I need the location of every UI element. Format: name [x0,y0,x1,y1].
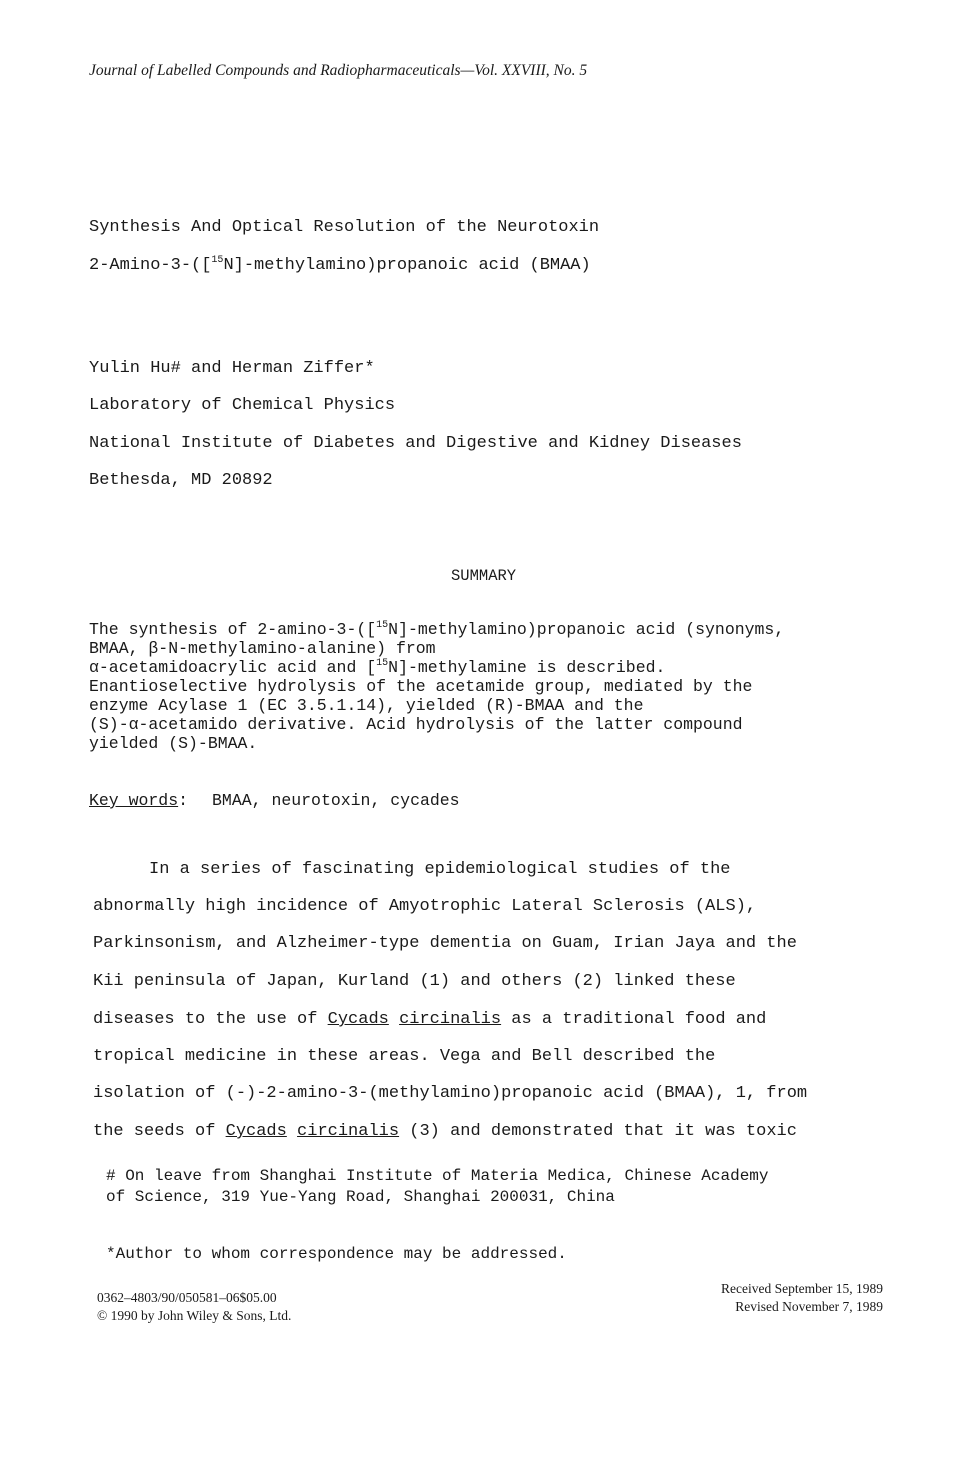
isotope-superscript: 15 [376,620,389,631]
species-name: circinalis [297,1122,400,1141]
summary-text: N]-methylamino)propanoic acid (synonyms, [388,620,785,639]
body-text [287,1122,297,1141]
summary-heading: SUMMARY [451,567,517,585]
species-name: Cycads [225,1122,287,1141]
body-line: tropical medicine in these areas. Vega and Bell described the [93,1047,716,1066]
body-text: (3) and demonstrated that it was toxic [399,1122,797,1141]
keywords-values: BMAA, neurotoxin, cycades [212,791,460,810]
species-name: circinalis [399,1010,502,1029]
summary-line: (S)-α-acetamido derivative. Acid hydrolysis of the latter compound [89,715,743,734]
body-text: as a traditional food and [501,1010,767,1029]
body-line: Kii peninsula of Japan, Kurland (1) and others (2) linked these [93,972,736,991]
summary-line: BMAA, β-N-methylamino-alanine) from [89,639,436,658]
summary-text: α-acetamidoacrylic acid and [ [89,658,377,677]
author-names: Yulin Hu# and Herman Ziffer* [89,359,375,378]
revised-date: Revised November 7, 1989 [735,1299,883,1314]
keywords [89,791,460,810]
received-date: Received September 15, 1989 [721,1281,883,1296]
summary-text: N]-methylamine is described. [388,658,666,677]
footnote-correspondence: *Author to whom correspondence may be addressed. [106,1245,567,1263]
author-city: Bethesda, MD 20892 [89,471,273,490]
species-name: Cycads [327,1010,389,1029]
body-line [93,1122,797,1141]
body-text [389,1010,399,1029]
body-line: In a series of fascinating epidemiological studies of the [149,860,731,879]
summary-line: yielded (S)-BMAA. [89,734,258,753]
footnote-line: of Science, 319 Yue-Yang Road, Shanghai 200031, China [106,1188,615,1206]
summary-line [89,658,784,677]
body-line: Parkinsonism, and Alzheimer-type dementia on Guam, Irian Jaya and the [93,934,797,953]
journal-header: Journal of Labelled Compounds and Radiopharmaceuticals—Vol. XXVIII, No. 5 [89,62,588,79]
body-line: abnormally high incidence of Amyotrophic Lateral Sclerosis (ALS), [93,897,757,916]
body-text: the seeds of [93,1122,226,1141]
isotope-superscript: 15 [211,255,224,266]
paper-title-line-2 [89,256,591,275]
body-line [93,1010,766,1029]
keywords-colon: : [178,791,189,810]
title-text-post: N]-methylamino)propanoic acid (BMAA) [223,256,591,275]
isotope-superscript: 15 [376,658,389,669]
footnote-line: # On leave from Shanghai Institute of Materia Medica, Chinese Academy [106,1167,769,1185]
body-line: isolation of (-)-2-amino-3-(methylamino)propanoic acid (BMAA), 1, from [93,1084,808,1103]
author-institute: National Institute of Diabetes and Digestive and Kidney Diseases [89,434,742,453]
summary-line: Enantioselective hydrolysis of the acetamide group, mediated by the [89,677,753,696]
summary-text: The synthesis of 2-amino-3-([ [89,620,377,639]
keywords-label: Key words [89,791,179,810]
summary-line: enzyme Acylase 1 (EC 3.5.1.14), yielded (R)-BMAA and the [89,696,644,715]
footnote-leave [106,1166,769,1208]
paper-title-line-1: Synthesis And Optical Resolution of the Neurotoxin [89,218,600,237]
summary-line [89,620,784,639]
copyright-line: © 1990 by John Wiley & Sons, Ltd. [97,1308,292,1323]
footer-copyright [97,1289,291,1325]
footer-dates [721,1280,883,1316]
issn-code: 0362–4803/90/050581–06$05.00 [97,1290,277,1305]
author-lab: Laboratory of Chemical Physics [89,396,396,415]
body-text: diseases to the use of [93,1010,328,1029]
title-text-pre: 2-Amino-3-([ [89,256,212,275]
summary-abstract [89,620,784,753]
